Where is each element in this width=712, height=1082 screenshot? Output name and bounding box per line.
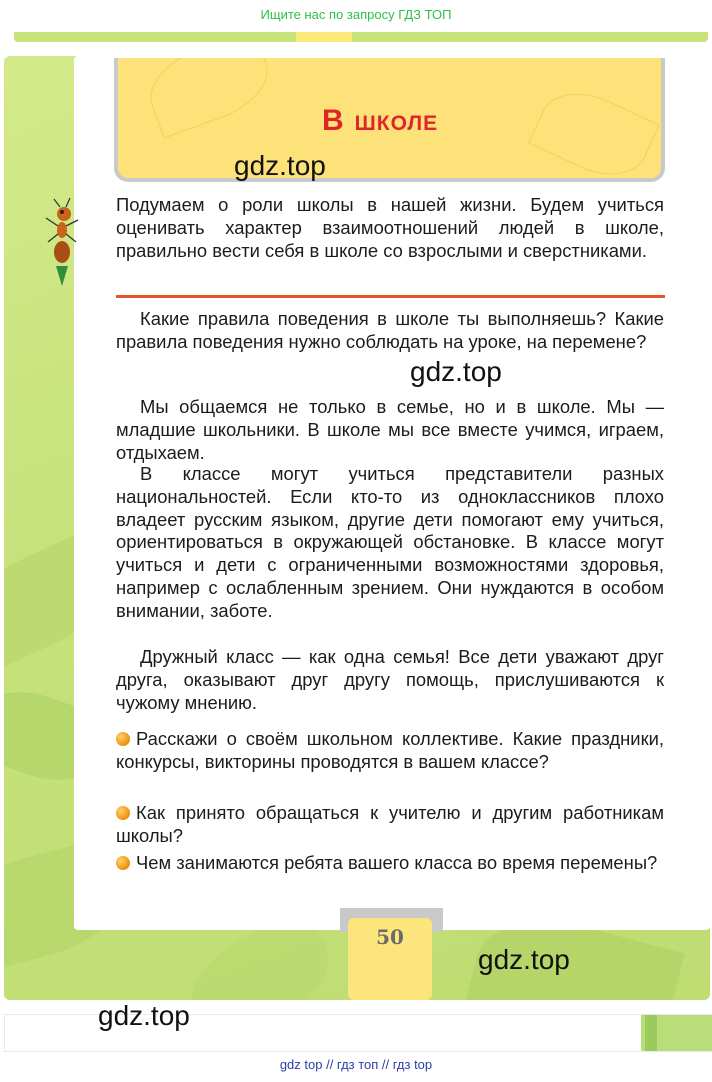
orange-bullet-icon <box>116 806 130 820</box>
watermark-2: gdz.top <box>410 356 502 387</box>
previous-page-edge <box>14 32 708 42</box>
title-word-2: ШКОЛЕ <box>354 112 439 135</box>
watermark-4: gdz.top <box>98 1000 190 1031</box>
intro-text: Подумаем о роли школы в нашей жизни. Будем учиться оценивать характер взаимоотношений людей в школе, правильно вести себя в школе со взрослыми и сверстниками. <box>116 194 664 261</box>
page-number: 50 <box>348 918 432 1000</box>
bottom-banner[interactable]: gdz top // гдз топ // гдз top <box>279 1057 433 1072</box>
question-3-text: Чем занимаются ребята вашего класса во время перемены? <box>136 852 658 873</box>
orange-bullet-icon <box>116 856 130 870</box>
top-banner[interactable]: Ищите нас по запросу ГДЗ ТОП <box>260 7 452 22</box>
ant-mascot-icon <box>40 196 84 292</box>
question-2-text: Как принято обращаться к учителю и другим работникам школы? <box>116 802 664 846</box>
question-3 <box>116 852 664 875</box>
question-2 <box>116 802 664 848</box>
watermark-1: gdz.top <box>234 150 326 181</box>
question-1-text: Расскажи о своём школьном коллективе. Какие праздники, конкурсы, викторины проводятся в вашем классе? <box>116 728 664 772</box>
paragraph-1: Какие правила поведения в школе ты выполняешь? Какие правила поведения нужно соблюдать на уроке, на перемене? <box>116 308 664 352</box>
paragraph-3: В классе могут учиться представители разных национальностей. Если кто-то из одноклассников плохо владеет русским языком, другие дети помогают ему учиться, ориентироваться в окружающей обстановке. В классе могут учиться и дети с ограниченными возможностями здоровья, например с ослабленным зрением. Они нуждаются в особом внимании, заботе. <box>116 463 664 621</box>
orange-bullet-icon <box>116 732 130 746</box>
paragraph-2: Мы общаемся не только в семье, но и в школе. Мы — младшие школьники. В школе мы все вместе учимся, играем, отдыхаем. <box>116 396 664 463</box>
page-title <box>322 104 438 138</box>
watermark-3: gdz.top <box>478 944 570 975</box>
title-word-1: В <box>322 104 345 137</box>
question-1 <box>116 728 664 774</box>
paragraph-4: Дружный класс — как одна семья! Все дети уважают друг друга, оказывают друг другу помощь, прислушиваются к чужому мнению. <box>116 646 664 713</box>
divider-line <box>116 295 665 298</box>
